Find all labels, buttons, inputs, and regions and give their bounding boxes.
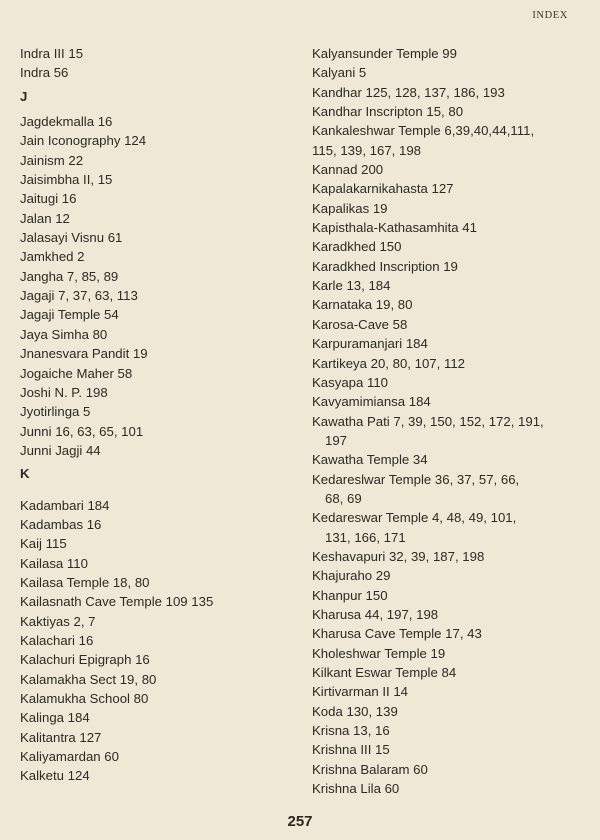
section-letter-j: J (20, 88, 28, 104)
index-entry: Krisna 13, 16 (312, 723, 390, 739)
entry-main-text: Kedareswar Temple 4, 48, 49, 101, (312, 510, 517, 526)
index-column-left (20, 44, 282, 786)
index-entry (312, 412, 580, 451)
index-entry: Karpuramanjari 184 (312, 336, 428, 352)
index-entry: Khanpur 150 (312, 587, 388, 603)
index-entry: Kholeshwar Temple 19 (312, 645, 446, 661)
index-entry: Krishna Lila 60 (312, 781, 400, 797)
index-entry: Kapisthala-Kathasamhita 41 (312, 220, 477, 236)
index-entry: Kandhar Inscripton 15, 80 (312, 104, 464, 120)
index-entry (312, 470, 580, 509)
index-entry: Kharusa Cave Temple 17, 43 (312, 626, 482, 642)
index-entry: Karosa-Cave 58 (312, 316, 408, 332)
index-entry: Jaya Simha 80 (20, 326, 108, 342)
index-entry: Kalinga 184 (20, 710, 90, 726)
index-entry: Kandhar 125, 128, 137, 186, 193 (312, 84, 505, 100)
index-entry: Indra 56 (20, 65, 69, 81)
index-entry: Kalachuri Epigraph 16 (20, 652, 150, 668)
index-entry: Koda 130, 139 (312, 703, 398, 719)
index-entry: Kapalakarnikahasta 127 (312, 181, 454, 197)
entry-main-text: Kawatha Pati 7, 39, 150, 152, 172, 191, (312, 413, 544, 429)
index-entry: Kartikeya 20, 80, 107, 112 (312, 355, 465, 371)
page-number: 257 (287, 813, 313, 830)
index-entry: Kadambari 184 (20, 497, 110, 513)
index-entry: Kannad 200 (312, 162, 384, 178)
index-entry: Kailasa 110 (20, 555, 88, 571)
index-entry: Jagaji Temple 54 (20, 307, 119, 323)
entry-continuation: 131, 166, 171 (325, 529, 406, 545)
index-entry: Jogaiche Maher 58 (20, 365, 133, 381)
index-entry (312, 508, 580, 547)
index-entry: Junni 16, 63, 65, 101 (20, 423, 144, 439)
index-entry: Kalyansunder Temple 99 (312, 46, 457, 61)
index-entry: Karadkhed 150 (312, 239, 402, 255)
index-entry: Indra III 15 (20, 46, 84, 61)
index-entry: Keshavapuri 32, 39, 187, 198 (312, 548, 485, 564)
index-entry: Karnataka 19, 80 (312, 297, 413, 313)
index-entry: Kailasnath Cave Temple 109 135 (20, 594, 214, 610)
index-entry: Kirtivarman II 14 (312, 684, 409, 700)
running-head: INDEX (532, 10, 568, 21)
index-entry: 115, 139, 167, 198 (312, 142, 422, 158)
index-entry: Kilkant Eswar Temple 84 (312, 665, 457, 680)
index-entry: Khajuraho 29 (312, 568, 391, 584)
index-entry: Kalachari 16 (20, 632, 94, 648)
index-entry: Jainism 22 (20, 152, 84, 168)
index-entry: Kalamukha School 80 (20, 691, 149, 706)
index-entry: Karle 13, 184 (312, 278, 391, 294)
index-entry: Kalketu 124 (20, 768, 90, 784)
index-entry: Kavyamimiansa 184 (312, 394, 431, 410)
index-entry: Jagdekmalla 16 (20, 114, 113, 130)
entry-continuation: 197 (325, 432, 348, 448)
index-entry: Krishna III 15 (312, 742, 390, 758)
index-entry: Kankaleshwar Temple 6,39,40,44,111, (312, 123, 535, 139)
index-entry: Jalan 12 (20, 210, 70, 226)
entry-continuation: 68, 69 (325, 490, 362, 506)
index-entry: Kasyapa 110 (312, 374, 389, 390)
index-entry: Jaitugi 16 (20, 191, 77, 207)
index-entry: Jain Iconography 124 (20, 133, 147, 149)
index-entry: Jyotirlinga 5 (20, 404, 91, 420)
index-entry: Jnanesvara Pandit 19 (20, 346, 148, 362)
index-entry: Jangha 7, 85, 89 (20, 268, 119, 284)
index-entry: Joshi N. P. 198 (20, 384, 108, 400)
index-entry: Karadkhed Inscription 19 (312, 258, 458, 274)
index-entry: Kadambas 16 (20, 516, 102, 532)
index-column-right (312, 44, 580, 798)
index-entry: Kaktiyas 2, 7 (20, 613, 96, 629)
index-entry: Kaij 115 (20, 536, 67, 552)
index-entry: Kapalikas 19 (312, 200, 388, 216)
index-entry: Kawatha Temple 34 (312, 452, 428, 468)
index-entry: Jagaji 7, 37, 63, 113 (20, 288, 138, 304)
index-entry: Kalitantra 127 (20, 729, 102, 745)
section-letter-k: K (20, 466, 30, 482)
index-entry: Jamkhed 2 (20, 249, 85, 265)
index-entry: Kalamakha Sect 19, 80 (20, 671, 157, 687)
index-entry: Jaisimbha II, 15 (20, 172, 113, 188)
index-entry: Kailasa Temple 18, 80 (20, 574, 150, 590)
index-entry: Jalasayi Visnu 61 (20, 230, 123, 246)
index-entry: Kalyani 5 (312, 65, 367, 81)
index-entry: Kharusa 44, 197, 198 (312, 606, 439, 622)
index-entry: Junni Jagji 44 (20, 442, 101, 458)
entry-main-text: Kedareslwar Temple 36, 37, 57, 66, (312, 471, 520, 487)
index-entry: Krishna Balaram 60 (312, 761, 428, 777)
index-entry: Kaliyamardan 60 (20, 749, 119, 765)
